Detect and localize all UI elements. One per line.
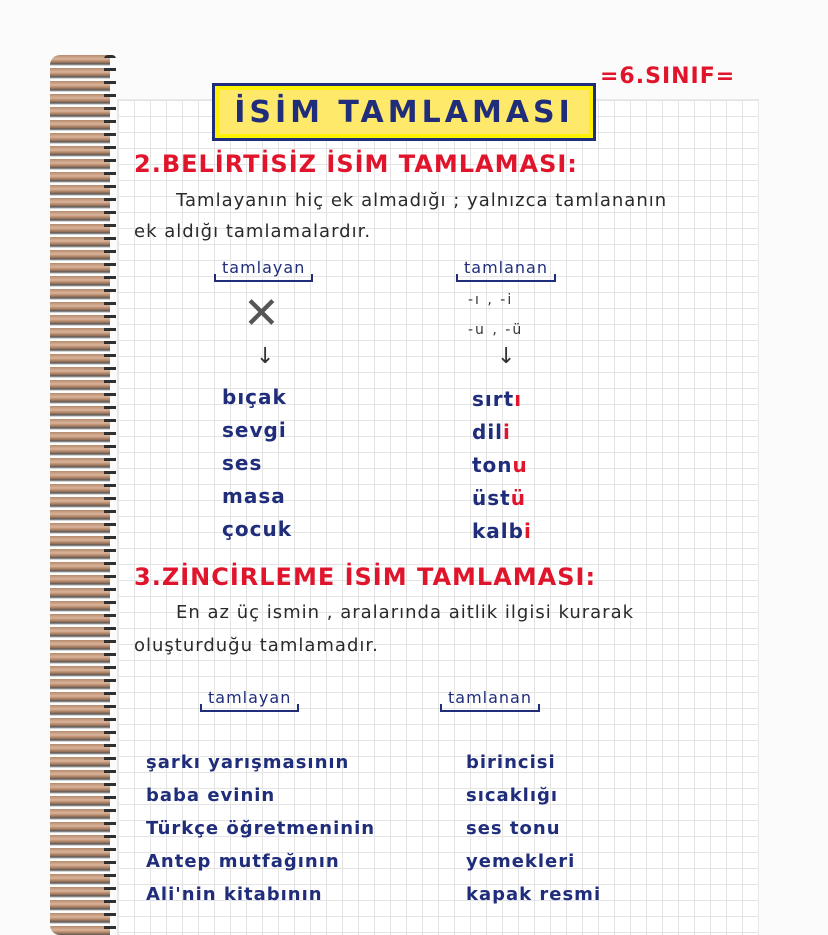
section3-tamlanan-header: tamlanan (440, 688, 540, 712)
word-stem: ton (472, 453, 513, 477)
tamlanan-phrase: kapak resmi (466, 884, 602, 905)
word-stem: kalb (472, 519, 524, 543)
tamlanan-phrase: birincisi (466, 752, 556, 773)
tamlayan-phrase: baba evinin (146, 785, 276, 806)
tamlanan-phrase: sıcaklığı (466, 785, 559, 806)
tamlayan-phrase: Antep mutfağının (146, 851, 340, 872)
tamlayan-phrase: Türkçe öğretmeninin (146, 818, 376, 839)
tamlayan-phrase: şarkı yarışmasının (146, 752, 350, 773)
section2-title: 2.BELİRTİSİZ İSİM TAMLAMASI: (134, 150, 578, 178)
tamlayan-word: ses (222, 451, 263, 475)
tamlanan-word (472, 486, 526, 510)
arrow-down-icon: ↓ (497, 344, 516, 369)
tamlayan-word: bıçak (222, 385, 287, 409)
tamlayan-word: çocuk (222, 517, 292, 541)
section2-tamlanan-header: tamlanan (456, 258, 556, 282)
suffix-row-1: -ı , -i (468, 292, 514, 308)
word-suffix: i (503, 420, 511, 444)
word-stem: dil (472, 420, 504, 444)
suffix-row-2: -u , -ü (468, 322, 524, 338)
page-title: İSİM TAMLAMASI (234, 94, 574, 130)
tamlanan-phrase: yemekleri (466, 851, 576, 872)
word-suffix: i (523, 519, 532, 543)
section3-line1: En az üç ismin , aralarında aitlik ilgisi kurarak (176, 602, 635, 623)
tamlayan-phrase: Ali'nin kitabının (146, 884, 323, 905)
word-suffix: ü (510, 486, 526, 510)
word-stem: sırt (472, 387, 515, 411)
tamlanan-phrase: ses tonu (466, 818, 561, 839)
section3-line2: oluşturduğu tamlamadır. (134, 635, 379, 656)
word-stem: üst (472, 486, 511, 510)
tamlanan-word (472, 387, 522, 411)
tamlayan-word: masa (222, 484, 286, 508)
arrow-down-icon: ↓ (256, 344, 275, 369)
section2-line2: ek aldığı tamlamalardır. (134, 221, 372, 242)
tamlanan-word (472, 519, 532, 543)
tamlanan-word (472, 453, 528, 477)
section3-tamlayan-header: tamlayan (200, 688, 299, 712)
title-box (212, 83, 596, 141)
section2-line1: Tamlayanın hiç ek almadığı ; yalnızca tamlananın (176, 190, 668, 211)
no-suffix-cross-icon: ✕ (243, 288, 280, 339)
word-suffix: u (512, 453, 528, 477)
tamlanan-word (472, 420, 511, 444)
word-suffix: ı (514, 387, 523, 411)
spiral-binding (50, 55, 110, 935)
section2-tamlayan-header: tamlayan (214, 258, 313, 282)
tamlayan-word: sevgi (222, 418, 287, 442)
grade-label: =6.SINIF= (600, 64, 736, 89)
section3-title: 3.ZİNCİRLEME İSİM TAMLAMASI: (134, 563, 597, 591)
